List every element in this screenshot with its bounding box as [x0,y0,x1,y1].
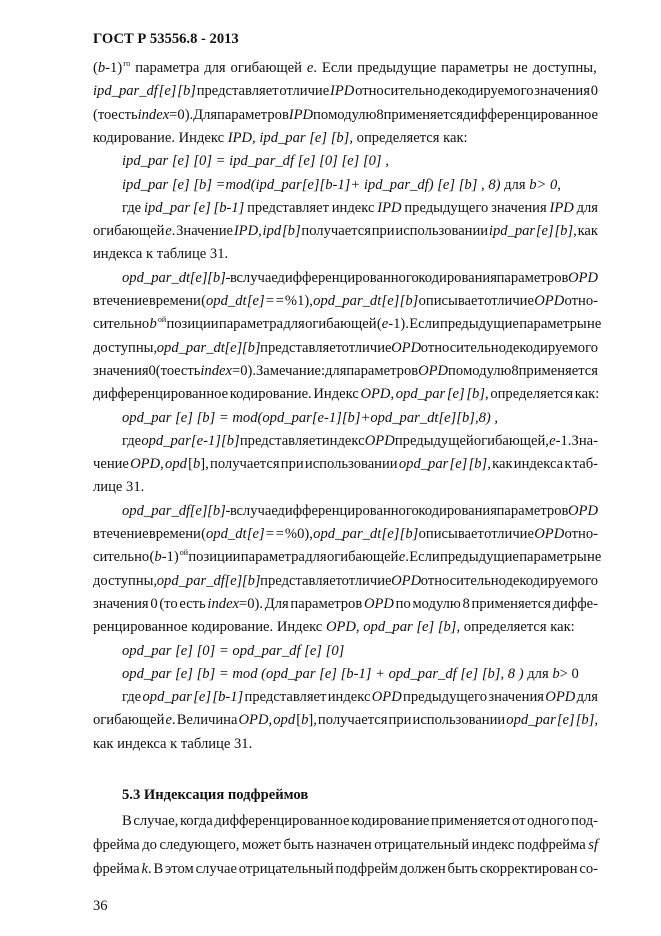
italic-text: e [165,712,172,729]
superscript: ой [157,315,167,325]
text-run: в случае дифференцированного кодирования параметров [230,269,569,286]
text-run: [ [186,456,193,473]
italic-text: IPD [549,199,574,216]
text-run: отно- [564,526,598,542]
text-run: ( [93,60,98,76]
text-run: как индекса к таб- [490,456,598,473]
italic-text: ipd_par [e] [b], [488,223,577,240]
text-run: . Значение [171,223,234,240]
italic-text: e [165,223,172,240]
text-run: В случае, когда дифференцированное кодирование применяется от одного под- [122,813,598,829]
text-line [93,478,598,496]
text-run: в течение времени ( [93,293,206,309]
text-line [122,642,598,660]
text-run: фрейма до следующего, может быть назначен отрицательный индекс подфрейма [93,837,589,853]
superscript: ой [179,548,188,558]
text-run: описывает отличие [418,526,535,542]
text-run: представляет отличие [260,339,392,356]
text-run: . Если предыдущие параметры не доступны, [313,60,597,76]
text-run: определяется как: [353,129,468,146]
text-run: как [576,223,599,240]
text-line [93,59,598,77]
text-run: описывает отличие [418,293,535,309]
text-line [93,548,602,566]
italic-text: OPD [130,456,161,473]
text-line [122,665,598,683]
text-run: представляет индекс [244,199,378,216]
text-run: представляет отличие [260,572,392,589]
text-line [93,711,598,729]
text-run: -1) [105,60,123,76]
text-line [93,315,602,333]
italic-text: opd [273,712,296,729]
italic-text: b [552,665,560,682]
text-line [93,245,598,263]
text-run: сительно ( [93,549,155,566]
italic-text: opd_par_df [e] [b] - [122,502,231,519]
text-run: получается при использовании [300,223,489,240]
italic-text: e [398,549,406,566]
text-run: , [160,456,166,473]
italic-text: OPD [238,712,269,729]
text-line [122,812,598,830]
italic-text: opd_par [e] [b] = mod(opd_par[e-1][b]+opd_par_dt[e][b],8) , [122,409,499,426]
text-line [122,269,598,287]
italic-text: opd_par_df [e] [b] [156,572,261,589]
italic-text: b [192,456,201,473]
italic-text: OPD [360,386,391,403]
italic-text: OPD [371,689,402,706]
text-run: по модулю 8 применяется диффе- [393,595,599,612]
text-run: для [573,199,598,216]
italic-text: opd_dt [e] == [206,526,285,542]
text-run: где [122,199,144,216]
text-run: доступны, [93,572,157,589]
text-run: где [122,689,143,706]
text-run: . Величина [171,712,239,729]
text-run: отно- [564,293,598,309]
text-run: . В этом случае отрицательный подфрейм должен быть скорректирован со- [147,861,598,877]
italic-text: opd_par [e-1] [b] [141,432,240,449]
text-run: параметра для огибающей [130,60,307,76]
italic-text: ipd_par_df [e] [b] [93,83,196,100]
text-line [93,735,598,753]
italic-text: IPD, ipd [b] [233,223,301,240]
text-run: ], получается при использовании [200,456,399,473]
text-line [93,339,598,357]
italic-text: OPD [568,502,599,519]
italic-text: OPD [534,293,565,309]
text-line [93,836,598,854]
italic-text: index [207,595,240,612]
italic-text: OPD [363,595,394,612]
text-run: доступны, [93,339,157,356]
text-run: предыдущего значения [401,199,550,216]
text-run: =0). Замечание: для параметров [231,362,419,379]
text-run: огибающей [93,712,166,729]
italic-text: opd_par [e] [0] = opd_par_df [e] [0] [122,642,345,659]
text-line [93,860,598,878]
text-run: %1), [284,293,314,309]
text-line [93,222,598,240]
italic-text: OPD [391,339,422,356]
italic-text: k [141,861,148,877]
text-line [93,129,598,147]
italic-text: opd_par [e] [b] = mod (opd_par [e] [b-1] + opd_par_df [e] [b], 8 ) [122,665,524,682]
italic-text: opd_par [e] [b], [506,712,599,729]
text-run: по модулю 8 применяется [448,362,598,379]
italic-text: IPD [377,199,402,216]
text-run: кодирование. Индекс [93,129,228,146]
italic-text: opd_par_dt [e] [b] [313,526,419,542]
italic-text: opd_par [e] [b], [398,456,491,473]
text-run: для [500,176,530,193]
text-run: позиции параметра для огибающей [188,549,399,566]
italic-text: opd_par [e] [b-1] [142,689,244,706]
italic-text: sf [588,837,598,853]
text-line [122,176,598,194]
text-run: представляет отличие [195,83,330,100]
text-run: ренцированное кодирование. Индекс [93,619,326,636]
italic-text: e [549,432,556,449]
italic-text: OPD [418,362,449,379]
text-run: предыдущей огибающей, [394,432,550,449]
text-run: . Если предыдущие параметры не [405,549,602,566]
text-line [122,409,598,427]
italic-text: opd_par_dt [e] [b] - [122,269,231,286]
italic-text: ipd_par [e] [b] =mod(ipd_par[e][b-1]+ ipd_par_df) [e] [b] , 8) [122,176,501,193]
text-run: , [268,712,274,729]
italic-text: OPD, opd_par [e] [b], [325,619,461,636]
text-line [93,362,598,380]
text-run: по модулю 8 применяется дифференцированное [313,106,598,123]
italic-text: e [306,60,314,76]
text-line [93,292,598,310]
text-run: =0). Для параметров [169,106,289,123]
text-line [122,432,598,450]
text-run: огибающей [93,223,166,240]
text-line [93,385,598,403]
italic-text: opd_par [e] [b] [395,386,486,403]
italic-text: IPD [329,83,355,100]
italic-text: b [154,549,162,566]
italic-text: OPD [545,689,576,706]
italic-text: ipd_par [e] [b-1] [143,199,245,216]
italic-text: opd_dt [e] == [206,293,285,309]
text-run: определяется как: [460,619,575,636]
text-run: сительно [93,316,150,333]
italic-text: b> 0, [529,176,561,193]
text-run: чение [93,456,131,473]
superscript: го [123,59,131,68]
text-run: -1). Если предыдущие параметры не [388,316,602,333]
text-run: значения 0 (то есть [93,595,208,612]
italic-text: e [381,316,389,333]
text-line [93,455,598,473]
page-number: 36 [93,898,108,914]
text-run: где [122,432,142,449]
text-line [93,595,598,613]
text-run: -1) [161,549,179,566]
italic-text: OPD [568,269,599,286]
italic-text: OPD [391,572,422,589]
italic-text: OPD [534,526,565,542]
text-run: представляет индекс [239,432,365,449]
text-run: для [575,689,599,706]
text-line [122,152,598,170]
text-run: значения 0 (то есть [93,362,201,379]
text-run: дифференцированное кодирование. Индекс [93,386,361,403]
section-heading: 5.3 Индексация подфреймов [122,787,309,803]
text-line [122,502,598,520]
text-run: в течение времени ( [93,526,206,542]
text-run: предыдущего значения [401,689,546,706]
text-line [93,618,598,636]
italic-text: opd [165,456,187,473]
text-run: относительно декодируемого [421,339,598,356]
text-run: относительно декодируемого [421,572,598,589]
italic-text: OPD [364,432,395,449]
italic-text: index [137,106,170,123]
text-run: представляет индекс [243,689,372,706]
italic-text: b [149,316,157,333]
text-run: индекса к таблице 31. [93,246,229,263]
text-line [93,572,598,590]
italic-text: b [97,60,106,76]
text-run: фрейма [93,861,142,877]
text-run: (то есть [93,106,138,123]
text-run: > 0 [559,665,579,682]
text-run: , определяется как: [485,386,600,403]
text-run: в случае дифференцированного кодирования параметров [230,502,569,519]
text-line [93,106,598,124]
italic-text: IPD, ipd_par [e] [b], [227,129,353,146]
text-run: позиции параметра для огибающей ( [166,316,382,333]
italic-text: index [200,362,232,379]
text-run: как индекса к таблице 31. [93,735,253,752]
text-line [122,199,598,217]
text-run: [ [295,712,302,729]
page-header: ГОСТ Р 53556.8 - 2013 [93,31,239,47]
text-run: %0), [284,526,314,542]
italic-text: ipd_par [e] [0] = ipd_par_df [e] [0] [e] [0] , [122,153,389,170]
text-run: -1. Зна- [555,432,598,449]
italic-text: b [301,712,309,729]
text-run: , [390,386,396,403]
italic-text: IPD [288,106,314,123]
text-run: =0). Для параметров [239,595,364,612]
text-run: ], получается при использовании [308,712,507,729]
text-run: относительно декодируемого значения 0 [354,83,598,100]
text-run: лице 31. [93,479,145,496]
text-line [122,688,598,706]
italic-text: opd_par_dt [e] [b] [156,339,261,356]
text-run: для [523,665,553,682]
text-line [93,525,598,543]
italic-text: opd_par_dt [e] [b] [313,293,419,309]
text-line [93,82,598,100]
